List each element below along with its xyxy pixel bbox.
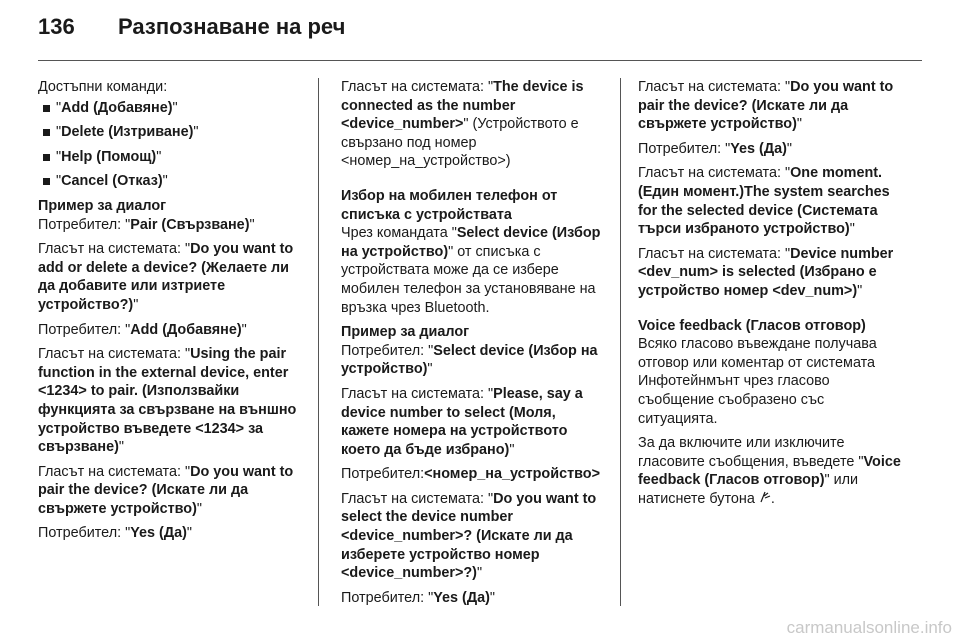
- dialog-line: Гласът на системата: "Do you want to pair the device? (Искате ли да свържете устройство)": [38, 463, 294, 517]
- command-item: "Add (Добавяне)": [38, 99, 306, 118]
- dialog-line: Потребител: "Add (Добавяне)": [38, 321, 247, 338]
- page-number: 136: [38, 14, 75, 39]
- dialog-line: Потребител: "Select device (Избор на устройство)": [341, 342, 598, 378]
- dialog-line: Потребител: "Pair (Свързване)": [38, 216, 255, 233]
- dialog-line: Гласът на системата: "One moment. (Един момент.)The system searches for the selected device (Системата търси избраното устройство)": [638, 165, 890, 238]
- dialog-line: Гласът на системата: "Using the pair function in the external device, enter <1234> to pair. (Използвайки функцията за свързване на външно устройство въведете <1234> за свързване)": [38, 346, 297, 456]
- section-text: Чрез командата "Select device (Избор на устройство)" от списъка с устройствата може да се избере мобилен телефон за установяване на връзка чрез Bluetooth.: [341, 225, 601, 316]
- command-list: [38, 99, 306, 191]
- commands-intro: Достъпни команди:: [38, 79, 168, 95]
- dialog-line: Гласът на системата: "Do you want to add or delete a device? (Желаете ли да добавите или изтриете устройство?)": [38, 241, 294, 313]
- dialog-line: Потребител: "Yes (Да)": [341, 589, 495, 606]
- column-2: [341, 78, 607, 613]
- dialog-line: Потребител:<номер_на_устройство>: [341, 466, 600, 483]
- dialog-line: Потребител: "Yes (Да)": [38, 525, 192, 542]
- dialog-line: Гласът на системата: "Do you want to select the device number <device_number>? (Искате ли да изберете устройство номер <device_number>?)": [341, 490, 597, 582]
- voice-feedback-text: Всяко гласово въвеждане получава отговор или коментар от системата Инфотейнмънт чрез гласово съобщение съобразено със ситуацията.: [638, 336, 877, 427]
- dialog-line: Гласът на системата: "The device is connected as the number <device_number>" (Устройството е свързано под номер <номер_на_устройство>): [341, 79, 584, 170]
- example-heading: Пример за диалог: [38, 197, 167, 214]
- voice-feedback-toggle-text: За да включите или изключите гласовите съобщения, въведете "Voice feedback (Гласов отговор)" или натиснете бутона .: [638, 435, 901, 507]
- column-3: [638, 78, 906, 514]
- dialog-line: Гласът на системата: "Please, say a device number to select (Моля, кажете номера на устройството което да бъде избрано)": [341, 385, 583, 458]
- column-1: [38, 78, 306, 549]
- dialog-line: Потребител: "Yes (Да)": [638, 140, 792, 157]
- command-item: "Help (Помощ)": [38, 148, 306, 167]
- page-header: [38, 14, 345, 50]
- section-title: Разпознаване на реч: [118, 14, 346, 39]
- talk-button-icon: [759, 490, 771, 509]
- command-item: "Cancel (Отказ)": [38, 172, 306, 191]
- column-divider: [318, 78, 319, 606]
- column-divider: [620, 78, 621, 606]
- dialog-line: Гласът на системата: "Do you want to pair the device? (Искате ли да свържете устройство)": [638, 79, 894, 133]
- dialog-line: Гласът на системата: "Device number <dev_num> is selected (Избрано е устройство номер <dev_num>)": [638, 245, 894, 299]
- command-item: "Delete (Изтриване)": [38, 123, 306, 142]
- example-heading: Пример за диалог: [341, 324, 470, 341]
- voice-feedback-heading: Voice feedback (Гласов отговор): [638, 317, 866, 334]
- header-divider: [38, 60, 922, 61]
- section-heading: Избор на мобилен телефон от списъка с устройствата: [341, 187, 558, 223]
- watermark: carmanualsonline.info: [786, 618, 952, 637]
